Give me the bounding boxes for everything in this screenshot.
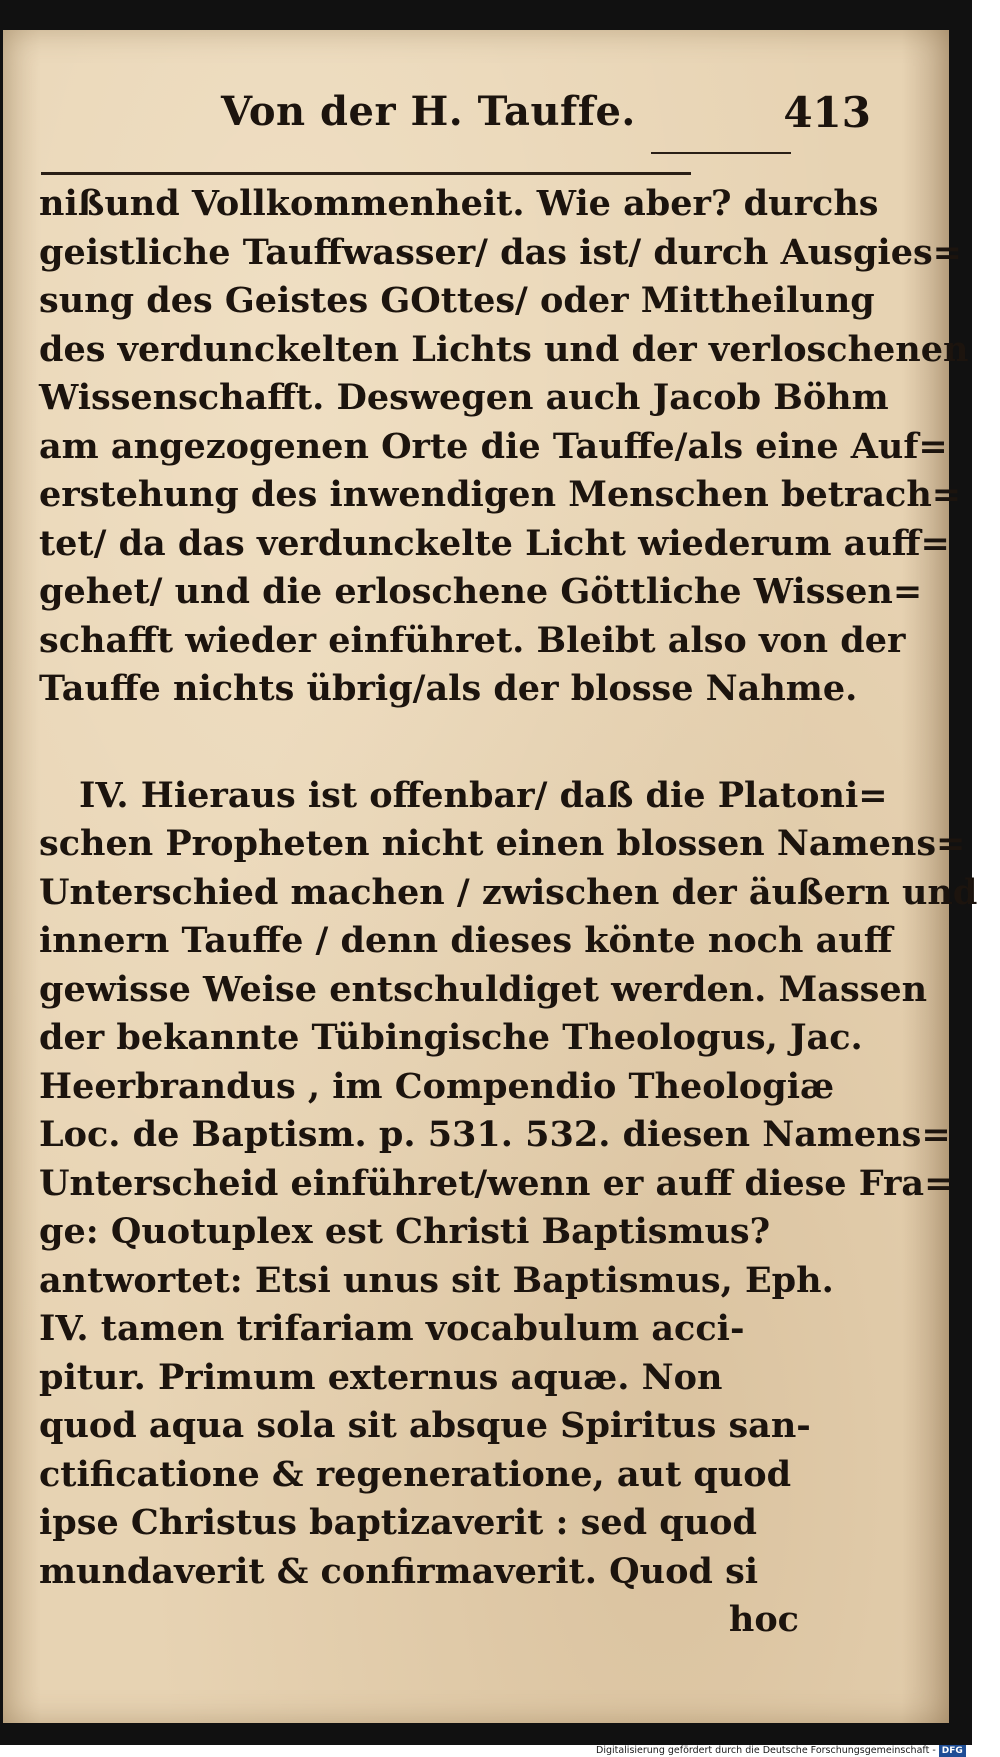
text-line: IV. tamen trifariam vocabulum acci- <box>39 1308 745 1349</box>
text-line: erstehung des inwendigen Menschen betrach= <box>39 474 962 515</box>
page-header <box>41 88 871 178</box>
text-line: mundaverit & confirmaverit. Quod si <box>39 1550 759 1592</box>
dfg-logo: DFG <box>939 1745 966 1757</box>
text-line: ge: Quotuplex est Christi Baptismus? <box>39 1211 771 1252</box>
text-line: am angezogenen Orte die Tauffe/als eine Auf= <box>39 425 948 467</box>
text-line: innern Tauffe / denn dieses könte noch auff <box>39 920 893 961</box>
text-line: gewisse Weise entschuldiget werden. Massen <box>39 968 928 1010</box>
text-line: gehet/ und die erloschene Göttliche Wissen= <box>39 571 923 612</box>
text-line: antwortet: Etsi unus sit Baptismus, Eph. <box>39 1259 834 1301</box>
text-line: Wissenschafft. Deswegen auch Jacob Böhm <box>39 377 889 418</box>
text-line: Unterschied machen / zwischen der äußern und <box>39 871 978 913</box>
page-number: 413 <box>783 88 871 137</box>
header-rule-upper <box>651 152 791 154</box>
page-text <box>39 180 978 1645</box>
paragraph-gap <box>39 714 799 772</box>
book-page <box>3 30 978 1723</box>
catchword: hoc <box>728 1599 799 1640</box>
text-line: nißund Vollkommenheit. Wie aber? durchs <box>39 183 879 224</box>
text-line: der bekannte Tübingische Theologus, Jac. <box>39 1017 863 1058</box>
text-line: IV. Hieraus ist offenbar/ daß die Platoni= <box>79 774 888 816</box>
digitization-credit <box>596 1745 966 1757</box>
text-line: des verdunckelten Lichts und der verloschenen <box>39 328 969 370</box>
text-line: Heerbrandus , im Compendio Theologiæ <box>39 1065 835 1107</box>
text-line: Loc. de Baptism. p. 531. 532. diesen Namens= <box>39 1114 951 1155</box>
text-line: Tauffe nichts übrig/als der blosse Nahme. <box>39 668 858 709</box>
text-line: ctificatione & regeneratione, aut quod <box>39 1453 792 1495</box>
credit-text: Digitalisierung gefördert durch die Deutsche Forschungsgemeinschaft - <box>596 1745 936 1756</box>
text-line: geistliche Tauffwasser/ das ist/ durch Ausgies= <box>39 231 963 273</box>
text-line: ipse Christus baptizaverit : sed quod <box>39 1502 757 1543</box>
text-line: schafft wieder einführet. Bleibt also von der <box>39 619 906 661</box>
text-line: pitur. Primum externus aquæ. Non <box>39 1356 723 1398</box>
running-title: Von der H. Tauffe. <box>221 88 636 135</box>
text-line: Unterscheid einführet/wenn er auff diese Fra= <box>39 1162 954 1204</box>
header-rule <box>41 172 691 175</box>
text-line: sung des Geistes GOttes/ oder Mittheilung <box>39 280 875 321</box>
text-line: schen Propheten nicht einen blossen Namens= <box>39 823 966 864</box>
text-line: quod aqua sola sit absque Spiritus san- <box>39 1405 811 1446</box>
text-line: tet/ da das verdunckelte Licht wiederum auff= <box>39 522 950 564</box>
